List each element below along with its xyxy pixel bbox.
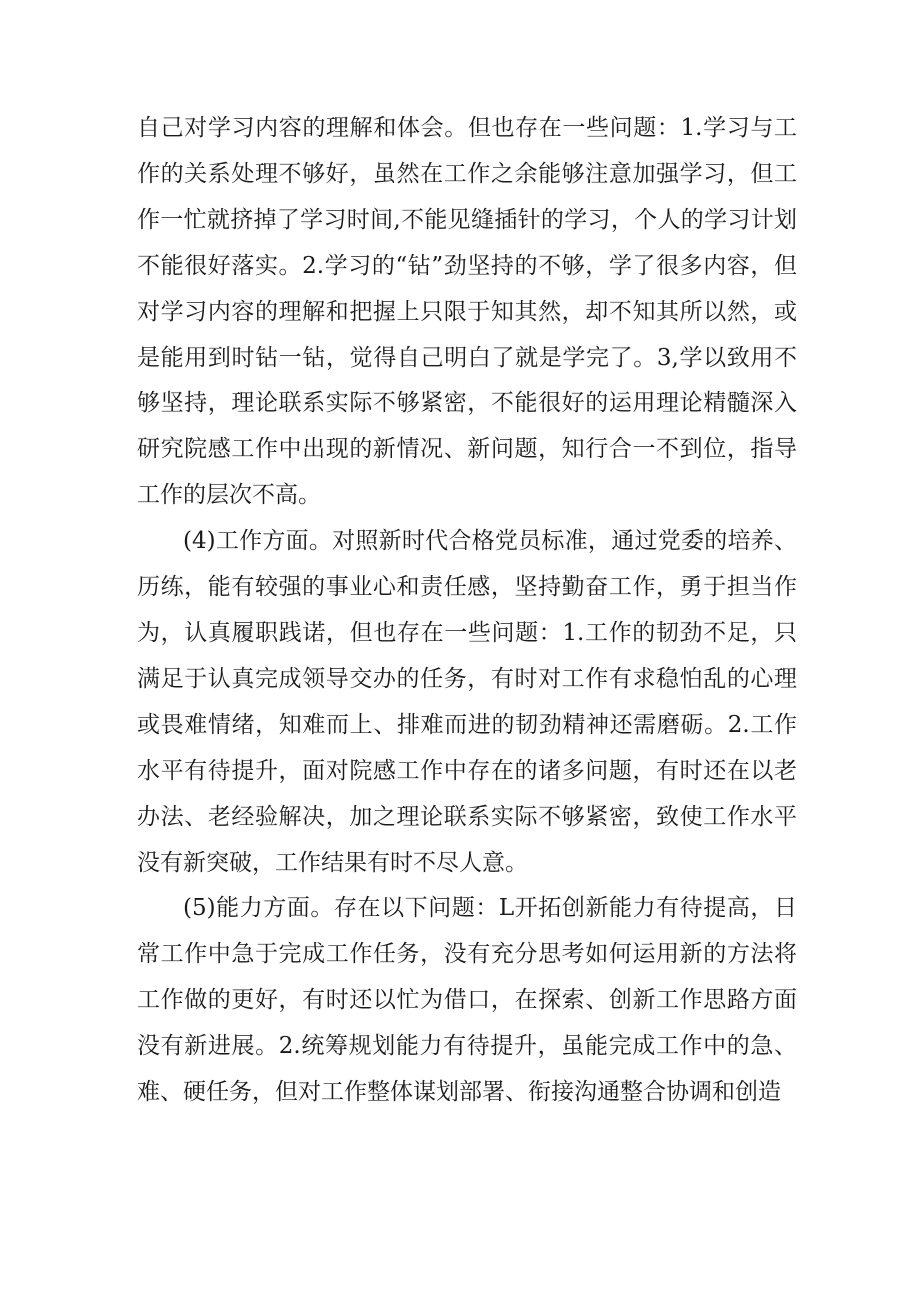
paragraph-ability-aspect: (5)能力方面。存在以下问题：L开拓创新能力有待提高，日常工作中急于完成工作任务，没有充分思考如何运用新的方法将工作做的更好，有时还以忙为借口，在探索、创新工作思路方面没有新进展。2.统筹规划能力有待提升，虽能完成工作中的急、难、硬任务，但对工作整体谋划部署、衔接沟通整合协调和创造 (137, 895, 797, 1106)
paragraph-work-aspect: (4)工作方面。对照新时代合格党员标准，通过党委的培养、历练，能有较强的事业心和责任感，坚持勤奋工作，勇于担当作为，认真履职践诺，但也存在一些问题：1.工作的韧劲不足，只满足于认真完成领导交办的任务，有时对工作有求稳怕乱的心理或畏难情绪，知难而上、排难而进的韧劲精神还需磨砺。2.工作水平有待提升，面对院感工作中存在的诸多问题，有时还在以老办法、老经验解决，加之理论联系实际不够紧密，致使工作水平没有新突破，工作结果有时不尽人意。 (137, 528, 797, 876)
document-body (137, 106, 797, 1116)
paragraph-study-continued: 自己对学习内容的理解和体会。但也存在一些问题：1.学习与工作的关系处理不够好，虽然在工作之余能够注意加强学习，但工作一忙就挤掉了学习时间,不能见缝插针的学习，个人的学习计划不能很好落实。2.学习的“钻”劲坚持的不够，学了很多内容，但对学习内容的理解和把握上只限于知其然，却不知其所以然，或是能用到时钻一钻，觉得自己明白了就是学完了。3,学以致用不够坚持，理论联系实际不够紧密，不能很好的运用理论精髓深入研究院感工作中出现的新情况、新问题，知行合一不到位，指导工作的层次不高。 (137, 115, 797, 509)
